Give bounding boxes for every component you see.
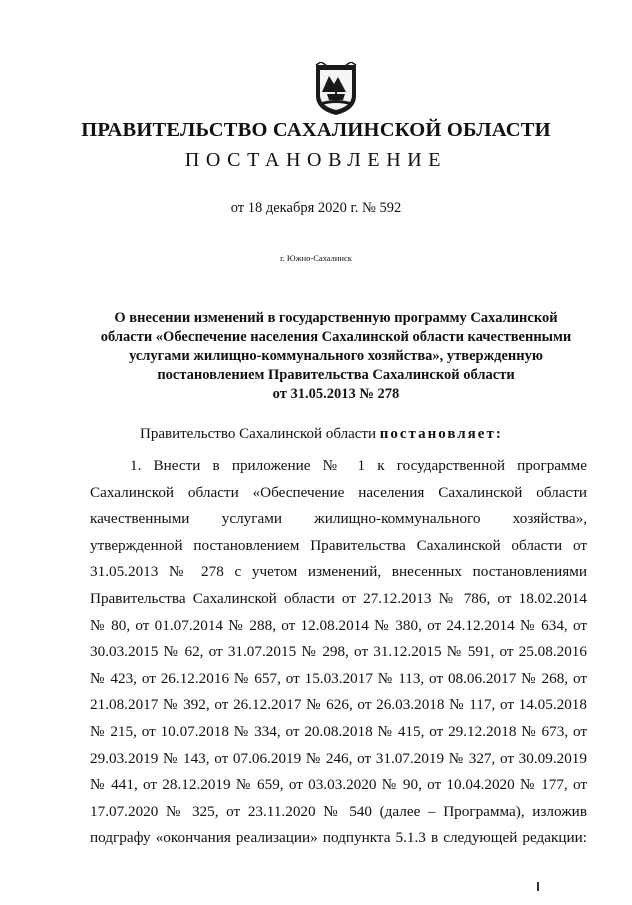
subject-line: О внесении изменений в государственную программу Сахалинской — [114, 310, 558, 326]
document-place: г. Южно-Сахалинск — [280, 253, 352, 263]
coat-of-arms-emblem — [313, 62, 359, 117]
paragraph-line: № 423, от 26.12.2016 № 657, от 15.03.2017 № 113, от 08.06.2017 № 268, от — [90, 669, 587, 687]
document-type: ПОСТАНОВЛЕНИЕ — [184, 149, 448, 171]
paragraph-1 — [90, 453, 587, 852]
subject-line: области «Обеспечение населения Сахалинской области качественными — [100, 329, 572, 345]
document-subject — [70, 309, 602, 404]
paragraph-line: утвержденной постановлением Правительства Сахалинской области от — [90, 536, 587, 554]
document-date-number: от 18 декабря 2020 г. № 592 — [230, 200, 402, 216]
paragraph-line: 31.05.2013 № 278 с учетом изменений, внесенных постановлениями — [90, 563, 587, 581]
paragraph-line: № 215, от 10.07.2018 № 334, от 20.08.2018 № 415, от 29.12.2018 № 673, от — [90, 722, 587, 740]
paragraph-line: подграфу «окончания реализации» подпункта 5.1.3 в следующей редакции: — [90, 829, 587, 847]
paragraph-line: 21.08.2017 № 392, от 26.12.2017 № 626, от 26.03.2018 № 117, от 14.05.2018 — [90, 696, 587, 714]
preamble-decree-word: постановляет: — [379, 426, 503, 442]
government-title: ПРАВИТЕЛЬСТВО САХАЛИНСКОЙ ОБЛАСТИ — [81, 119, 551, 141]
paragraph-line: Сахалинской области «Обеспечение населения Сахалинской области — [90, 483, 587, 501]
paragraph-line: 29.03.2019 № 143, от 07.06.2019 № 246, от 31.07.2019 № 327, от 30.09.2019 — [90, 749, 587, 767]
paragraph-line: качественными услугами жилищно-коммунального хозяйства», — [90, 510, 587, 528]
subject-line: от 31.05.2013 № 278 — [272, 386, 400, 402]
preamble-text: Правительство Сахалинской области — [140, 426, 380, 442]
paragraph-line: Правительства Сахалинской области от 27.12.2013 № 786, от 18.02.2014 — [90, 589, 587, 607]
paragraph-line: 17.07.2020 № 325, от 23.11.2020 № 540 (далее – Программа), изложив — [90, 802, 587, 820]
paragraph-line: № 80, от 01.07.2014 № 288, от 12.08.2014 № 380, от 24.12.2014 № 634, от — [90, 616, 587, 634]
paragraph-line: 1. Внести в приложение № 1 к государственной программе — [130, 457, 587, 474]
scan-mark — [537, 882, 539, 891]
paragraph-line: 30.03.2015 № 62, от 31.07.2015 № 298, от 31.12.2015 № 591, от 25.08.2016 — [90, 643, 587, 661]
subject-line: услугами жилищно-коммунального хозяйства», утвержденную — [129, 348, 543, 364]
paragraph-line: № 441, от 28.12.2019 № 659, от 03.03.2020 № 90, от 10.04.2020 № 177, от — [90, 776, 587, 794]
preamble — [140, 426, 503, 443]
subject-line: постановлением Правительства Сахалинской области — [157, 367, 515, 383]
